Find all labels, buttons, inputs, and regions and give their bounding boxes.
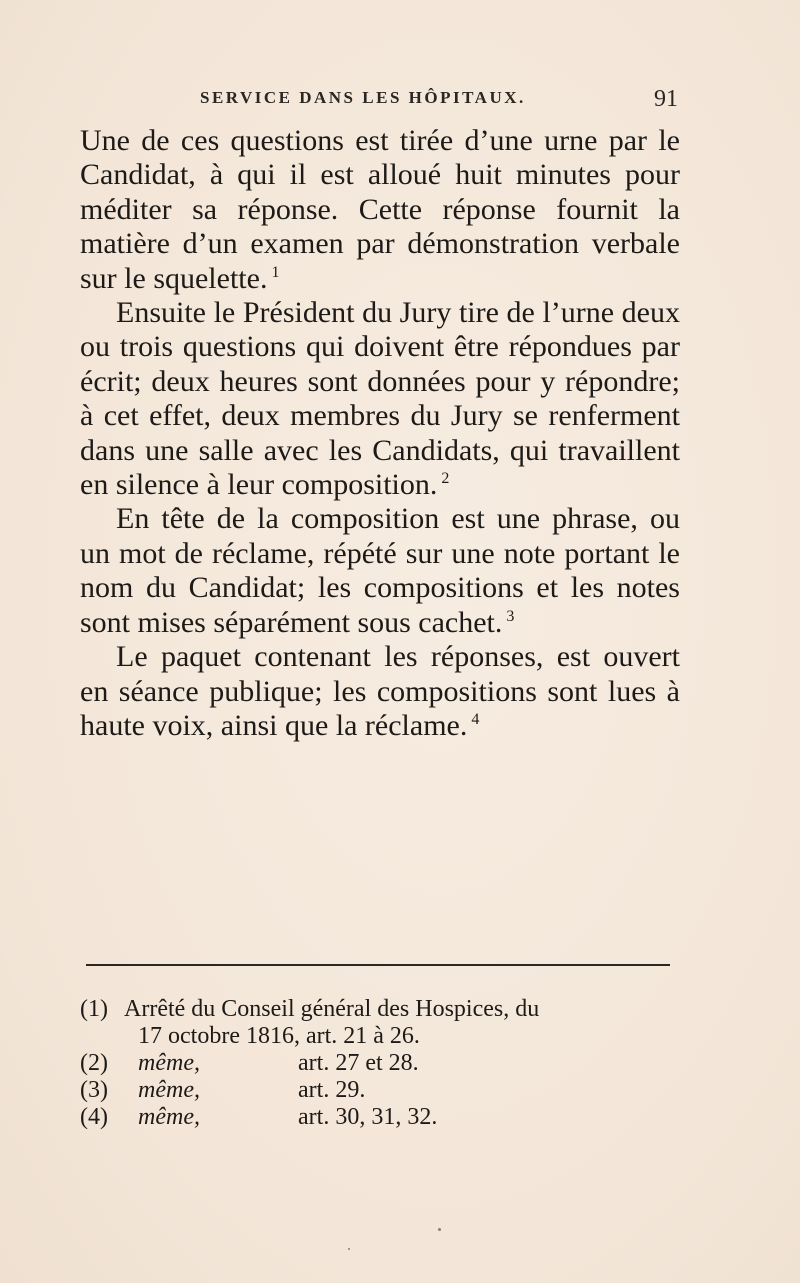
footnote-number: (2) bbox=[80, 1050, 108, 1076]
footnote-number: (1) bbox=[80, 996, 108, 1022]
footnote-articles: art. 29. bbox=[298, 1077, 366, 1103]
paragraph-text: Le paquet contenant les réponses, est ouvert en séance publique; les compositions sont lues à haute voix, ainsi que la réclame. bbox=[80, 640, 680, 742]
footnote bbox=[80, 996, 680, 1023]
footnote-marker: 4 bbox=[471, 710, 480, 728]
footnote-ibid: même, bbox=[138, 1050, 200, 1076]
footnote-ibid: même, bbox=[138, 1104, 200, 1130]
footnote-marker: 2 bbox=[441, 470, 450, 488]
page-header bbox=[80, 86, 680, 116]
paragraph-text: En tête de la composition est une phrase, ou un mot de réclame, répété sur une note portant le nom du Candidat; les compositions et les notes sont mises séparément sous cachet. bbox=[80, 502, 680, 639]
page-number: 91 bbox=[654, 86, 678, 112]
paragraph bbox=[80, 124, 680, 296]
footnote-rule bbox=[86, 964, 670, 966]
main-text bbox=[80, 124, 680, 743]
footnote-marker: 3 bbox=[506, 607, 515, 625]
footnote-articles: art. 27 et 28. bbox=[298, 1050, 419, 1076]
footnote-number: (4) bbox=[80, 1104, 108, 1130]
paragraph bbox=[80, 296, 680, 502]
footnote-number: (3) bbox=[80, 1077, 108, 1103]
paragraph-text: Ensuite le Président du Jury tire de l’urne deux ou trois questions qui doivent être répondues par écrit; deux heures sont données pour y répondre; à cet effet, deux membres du Jury se renferment dans une salle avec les Candidats, qui travaillent en silence à leur composition. bbox=[80, 296, 680, 502]
footnote-ibid: même, bbox=[138, 1077, 200, 1103]
footnote bbox=[80, 1050, 680, 1077]
footnotes bbox=[80, 996, 680, 1131]
footnote-continuation bbox=[80, 1023, 680, 1050]
footnote-marker: 1 bbox=[271, 263, 280, 281]
footnote-text-continued: 17 octobre 1816, art. 21 à 26. bbox=[138, 1023, 420, 1049]
footnote bbox=[80, 1104, 680, 1131]
paragraph bbox=[80, 640, 680, 743]
running-head: SERVICE DANS LES HÔPITAUX. bbox=[200, 88, 526, 107]
footnote-text: Arrêté du Conseil général des Hospices, du bbox=[124, 996, 540, 1022]
footnote bbox=[80, 1077, 680, 1104]
paragraph-text: Une de ces questions est tirée d’une urne par le Candidat, à qui il est alloué huit minutes pour méditer sa réponse. Cette réponse fournit la matière d’un examen par démonstration verbale sur le squelette. bbox=[80, 124, 680, 295]
paper-speck bbox=[438, 1228, 441, 1231]
paragraph bbox=[80, 502, 680, 640]
paper-speck bbox=[348, 1248, 350, 1250]
footnote-articles: art. 30, 31, 32. bbox=[298, 1104, 438, 1130]
